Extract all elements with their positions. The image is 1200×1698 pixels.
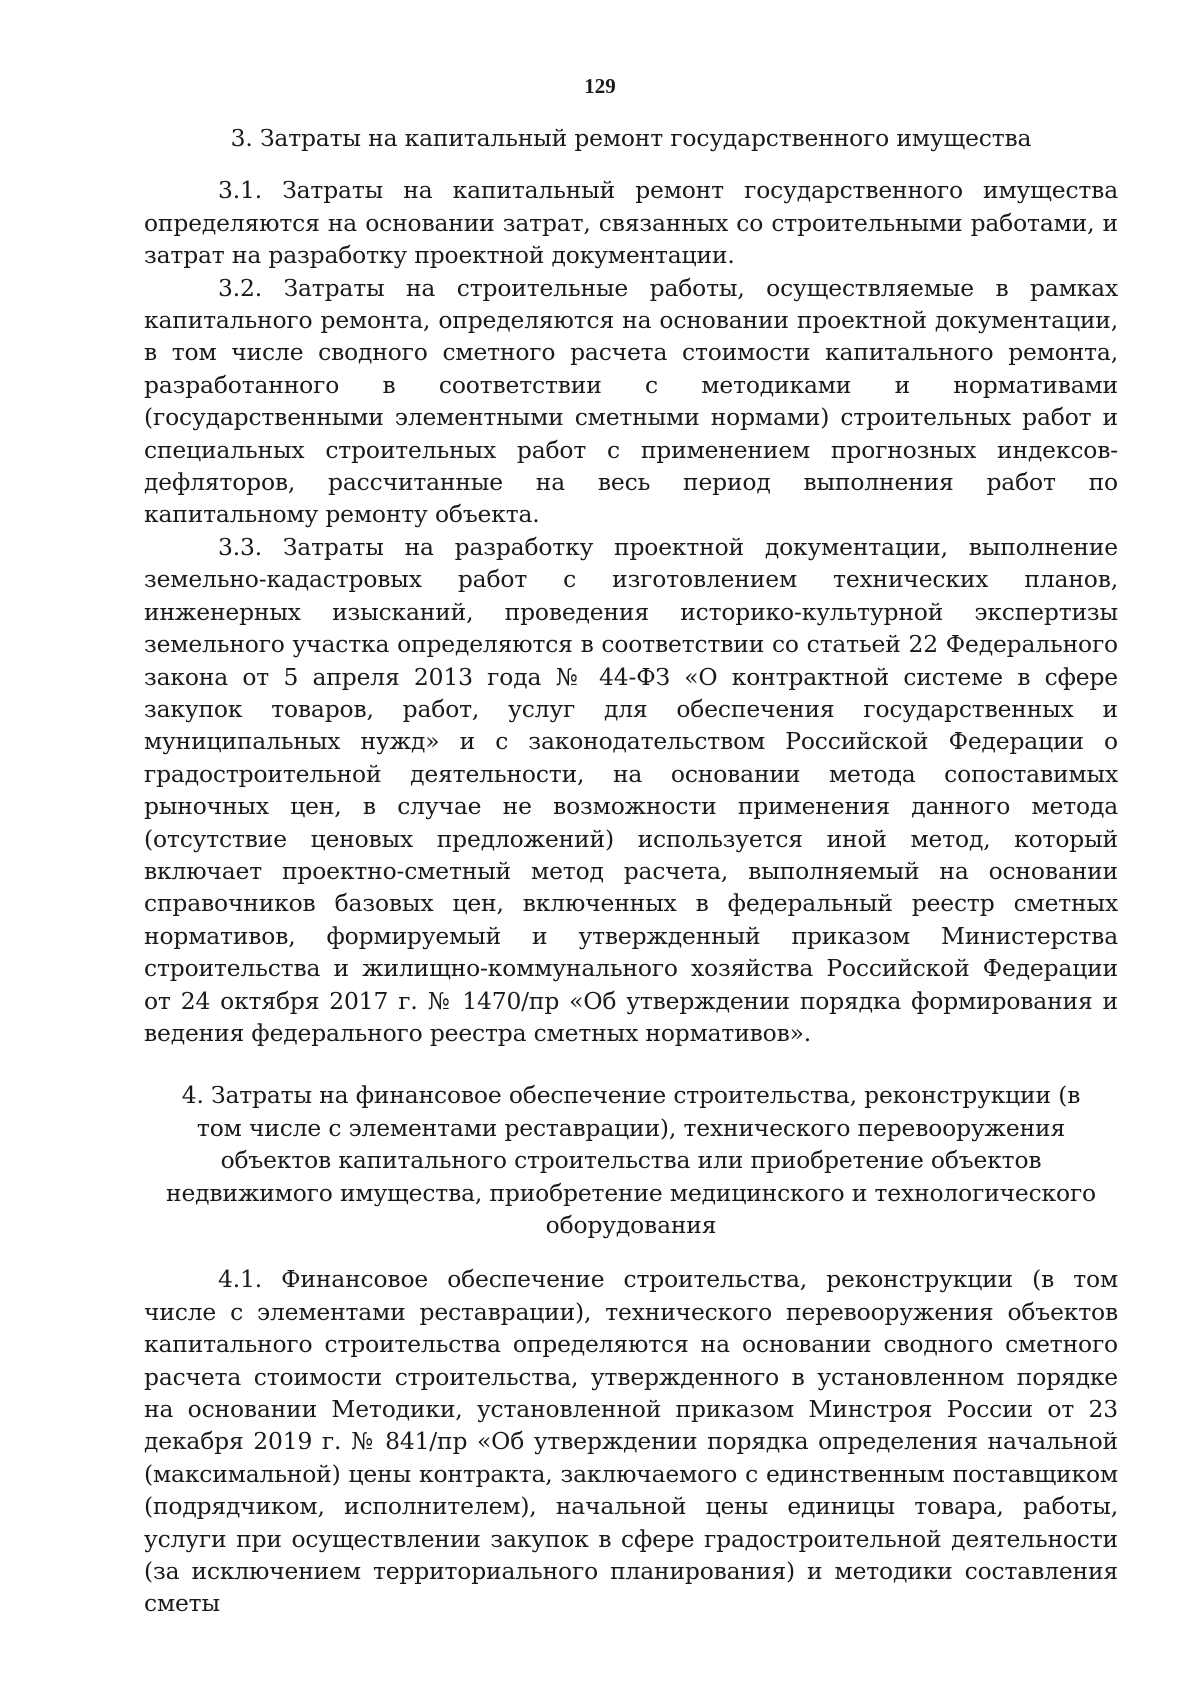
paragraph-4-1: 4.1. Финансовое обеспечение строительства, реконструкции (в том числе с элементами реставрации), технического перевооружения объектов капитального строительства определяются на основании сводного сметного расчета стоимости строительства, утвержденного в установленном порядке на основании Методики, установленной приказом Минстроя России от 23 декабря 2019 г. № 841/пр «Об утверждении порядка определения начальной (максимальной) цены контракта, заключаемого с единственным поставщиком (подрядчиком, исполнителем), начальной цены единицы товара, работы, услуги при осуществлении закупок в сфере градостроительной деятельности (за исключением территориального планирования) и методики составления сметы bbox=[144, 1265, 1118, 1618]
page-number: 129 bbox=[584, 74, 616, 98]
paragraph-3-1: 3.1. Затраты на капитальный ремонт государственного имущества определяются на основании затрат, связанных со строительными работами, и затрат на разработку проектной документации. bbox=[144, 176, 1118, 270]
paragraph-3-2: 3.2. Затраты на строительные работы, осуществляемые в рамках капитального ремонта, определяются на основании проектной документации, в том числе сводного сметного расчета стоимости капитального ремонта, разработанного в соответствии с методиками и нормативами (государственными элементными сметными нормами) строительных работ и специальных строительных работ с применением прогнозных индексов- дефляторов, рассчитанные на весь период выполнения работ по капитальному ремонту объекта. bbox=[144, 273, 1118, 529]
document-body bbox=[144, 122, 1118, 1620]
section-3-heading: 3. Затраты на капитальный ремонт государственного имущества bbox=[230, 124, 1032, 152]
paragraph-3-3: 3.3. Затраты на разработку проектной документации, выполнение земельно-кадастровых работ с изготовлением технических планов, инженерных изысканий, проведения историко-культурной экспертизы земельного участка определяются в соответствии со статьей 22 Федерального закона от 5 апреля 2013 года № 44-ФЗ «О контрактной системе в сфере закупок товаров, работ, услуг для обеспечения государственных и муниципальных нужд» и с законодательством Российской Федерации о градостроительной деятельности, на основании метода сопоставимых рыночных цен, в случае не возможности применения данного метода (отсутствие ценовых предложений) используется иной метод, который включает проектно-сметный метод расчета, выполняемый на основании справочников базовых цен, включенных в федеральный реестр сметных нормативов, формируемый и утвержденный приказом Министерства строительства и жилищно-коммунального хозяйства Российской Федерации от 24 октября 2017 г. № 1470/пр «Об утверждении порядка формирования и ведения федерального реестра сметных нормативов». bbox=[144, 532, 1118, 1047]
section-4 bbox=[144, 1079, 1118, 1620]
section-3 bbox=[144, 122, 1118, 1049]
section-4-heading: 4. Затраты на финансовое обеспечение строительства, реконструкции (в том числе с элементами реставрации), технического перевооружения объектов капитального строительства или приобретение объектов недвижимого имущества, приобретение медицинского и технологического оборудования bbox=[166, 1081, 1096, 1239]
